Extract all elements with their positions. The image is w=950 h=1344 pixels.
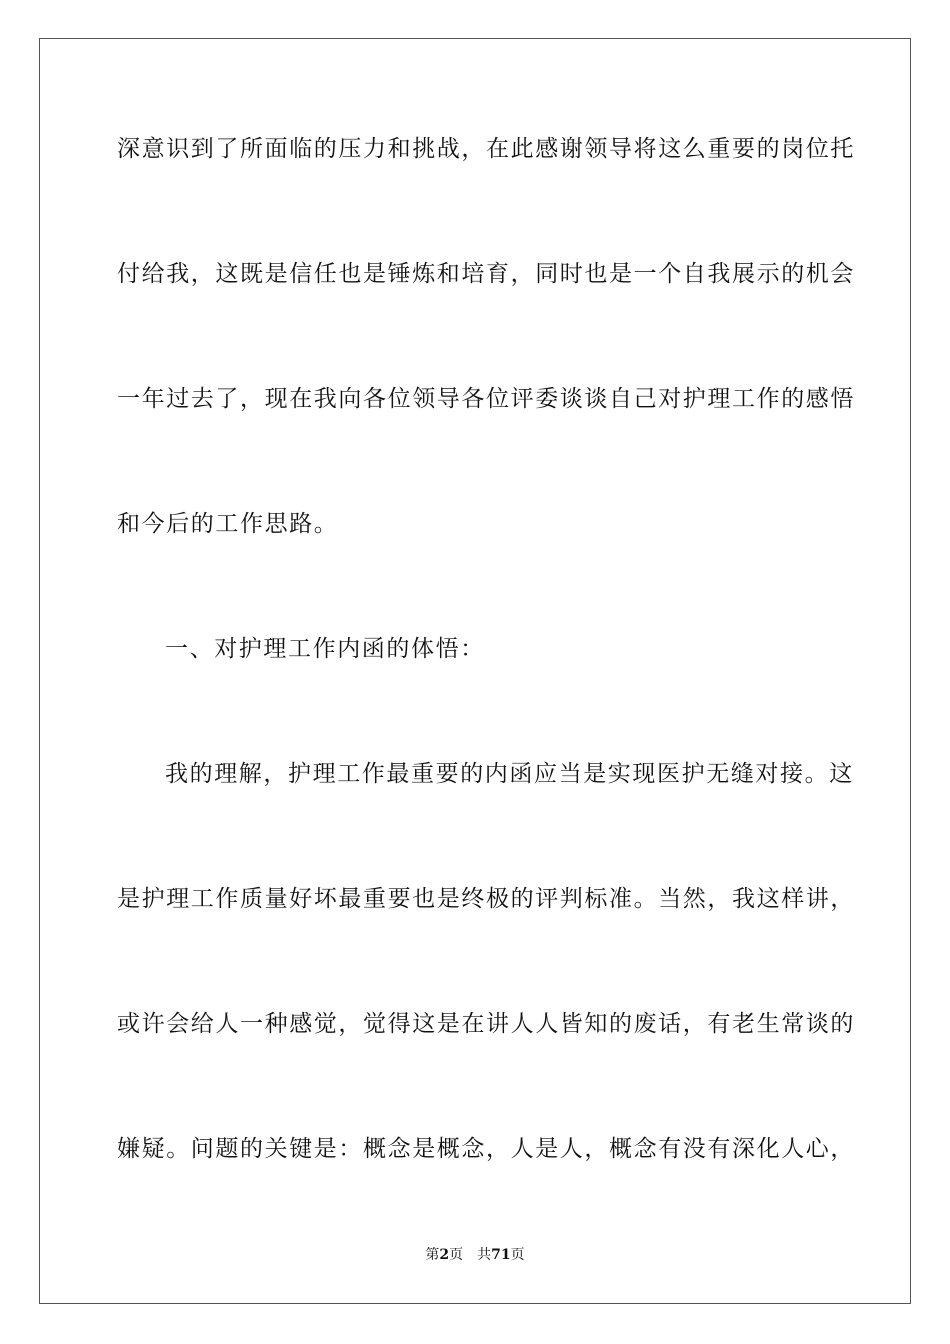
page-border [39, 38, 911, 1304]
body-line-3: 一年过去了，现在我向各位领导各位评委谈谈自己对护理工作的感悟 [117, 386, 855, 412]
total-suffix: 页 [510, 1247, 525, 1263]
body-line-8: 嫌疑。问题的关键是：概念是概念，人是人，概念有没有深化人心， [117, 1136, 855, 1162]
total-prefix: 共 [477, 1247, 492, 1263]
page-current: 2 [439, 1247, 450, 1263]
body-line-5: 我的理解，护理工作最重要的内函应当是实现医护无缝对接。这 [165, 761, 854, 787]
body-line-1: 深意识到了所面临的压力和挑战，在此感谢领导将这么重要的岗位托 [117, 136, 855, 162]
body-line-7: 或许会给人一种感觉，觉得这是在讲人人皆知的废话，有老生常谈的 [117, 1011, 855, 1037]
body-line-4: 和今后的工作思路。 [117, 511, 339, 537]
page-prefix: 第 [425, 1247, 440, 1263]
page-suffix: 页 [449, 1247, 464, 1263]
page-total: 71 [491, 1247, 511, 1263]
page-footer [0, 1246, 950, 1264]
body-line-2: 付给我，这既是信任也是锤炼和培育，同时也是一个自我展示的机会 [117, 261, 855, 287]
section-heading: 一、对护理工作内函的体悟： [165, 636, 485, 662]
body-line-6: 是护理工作质量好坏最重要也是终极的评判标准。当然，我这样讲， [117, 886, 855, 912]
